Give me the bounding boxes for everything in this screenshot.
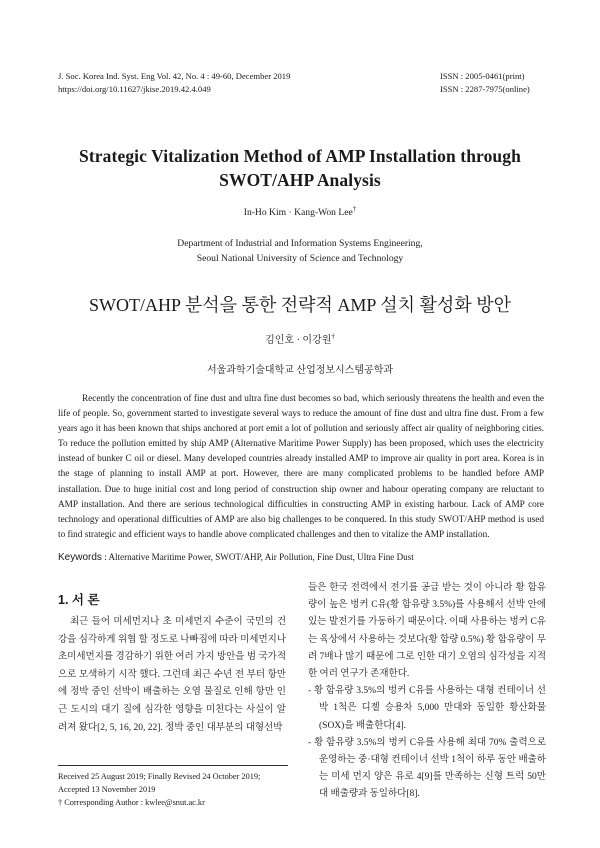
issn-print: ISSN : 2005-0461(print) [440, 71, 525, 81]
section-heading-introduction: 1. 서 론 [58, 593, 100, 607]
footnote-received: Received 25 August 2019; Finally Revised 24 October 2019; [58, 772, 261, 781]
corresponding-mark: † [352, 205, 357, 213]
english-title [40, 144, 560, 192]
intro-right-column [308, 580, 546, 804]
bullet-item-2: - 황 함유량 3.5%의 벙커 C유를 사용해 최대 70% 출력으로 운영하는 중·대형 컨테이너 선박 1척이 하루 동안 배출하는 미세 먼지 양은 유로 4[9]를 만족하는 신형 트럭 50만대 배출량과 동일하다[8]. [308, 737, 546, 800]
korean-title: SWOT/AHP 분석을 통한 전략적 AMP 설치 활성화 방안 [88, 295, 511, 315]
english-affiliation-line-1: Department of Industrial and Information Systems Engineering, [177, 238, 423, 249]
english-title-line-1: Strategic Vitalization Method of AMP Installation through [79, 146, 521, 166]
doi-link[interactable]: https://doi.org/10.11627/jkise.2019.42.4.049 [58, 84, 211, 94]
korean-corresponding-mark: † [331, 332, 335, 341]
issn-block [440, 70, 530, 96]
korean-authors [0, 331, 600, 346]
korean-author-names: 김인호 · 이강원 [265, 335, 332, 346]
bullet-item-1: - 황 함유량 3.5%의 벙커 C유를 사용하는 대형 컨테이너 선박 1척은 디젤 승용차 5,000 만대와 동일한 황산화물(SOX)을 배출한다[4]. [308, 686, 546, 731]
english-authors [0, 205, 600, 218]
footnote-accepted: Accepted 13 November 2019 [58, 785, 156, 794]
issn-online: ISSN : 2287-7975(online) [440, 84, 530, 94]
footnote-dagger: † [58, 798, 63, 807]
keywords [58, 552, 544, 563]
keywords-label: Keywords [58, 552, 102, 563]
journal-citation: J. Soc. Korea Ind. Syst. Eng Vol. 42, No. 4 : 49-60, December 2019 [58, 71, 291, 81]
footnote-corresponding-text: Corresponding Author : kwlee@snut.ac.kr [62, 798, 205, 807]
journal-header [58, 70, 290, 96]
footnote-corresponding [58, 796, 298, 809]
intro-left-column: 최근 들어 미세먼지나 초 미세먼지 수준이 국민의 건강을 심각하게 위협 할 정도로 나빠짐에 따라 미세먼지나 초미세먼지를 경감하기 위한 여러 가지 방안을 범 국가적으로 모색하기 시작 했다. 그런데 최근 수년 전 부터 항만에 정박 중인 선박이 배출하는 오염 물질로 인해 항만 인근 도시의 대기 질에 심각한 영향을 미친다는 사실이 알려져 왔다[2, 5, 16, 20, 22]. 정박 중인 대부분의 대형선박 [58, 617, 286, 733]
footnote-divider [58, 765, 288, 766]
intro-continuation: 들은 한국 전력에서 전기를 공급 받는 것이 아니라 황 함유량이 높은 벙커 C유(황 함유량 3.5%)를 사용해서 선박 안에 있는 발전기를 가동하기 때문이다. 이때 사용하는 벙커 C유는 육상에서 사용하는 것보다(황 함량 0.5%) 황 함유량이 무려 7배나 많기 때문에 그로 인한 대기 오염의 심각성을 지적한 여러 연구가 존재한다. [308, 583, 546, 680]
english-author-names: In-Ho Kim · Kang-Won Lee [243, 207, 353, 219]
english-affiliation [0, 236, 600, 266]
abstract: Recently the concentration of fine dust and ultra fine dust becomes so bad, which seriously threatens the health and even the life of people. So, government started to investigate several ways to reduce the amount of fine dust and ultra fine dust. From a few years ago it has been known that ships anchored at port emit a lot of pollution and seriously affect air quality of neighboring cities. To reduce the pollution emitted by ship AMP (Alternative Maritime Power Supply) has been proposed, which uses the electricity instead of bunker C oil or diesel. Many developed countries already installed AMP to improve air quality in port area. Korea is in the stage of planning to install AMP at port. However, there are many complicated problems to be handled before AMP installation. Due to huge initial cost and long period of construction ship owner and habour operating company are reluctant to AMP installation. And there are serious technological difficulties in constructing AMP in existing harbour. Lack of AMP core technology and operational difficulties of AMP are also big challenges to be conquered. In this study SWOT/AHP method is used to find strategic and efficient ways to handle above complicated challenges and then to vitalize the AMP installation. [58, 394, 544, 540]
english-affiliation-line-2: Seoul National University of Science and Technology [196, 253, 404, 264]
english-title-line-2: SWOT/AHP Analysis [219, 170, 381, 190]
keywords-list: : Alternative Maritime Power, SWOT/AHP, Air Pollution, Fine Dust, Ultra Fine Dust [104, 552, 414, 562]
footnotes [58, 770, 298, 809]
korean-affiliation: 서울과학기술대학교 산업정보시스템공학과 [206, 365, 394, 376]
